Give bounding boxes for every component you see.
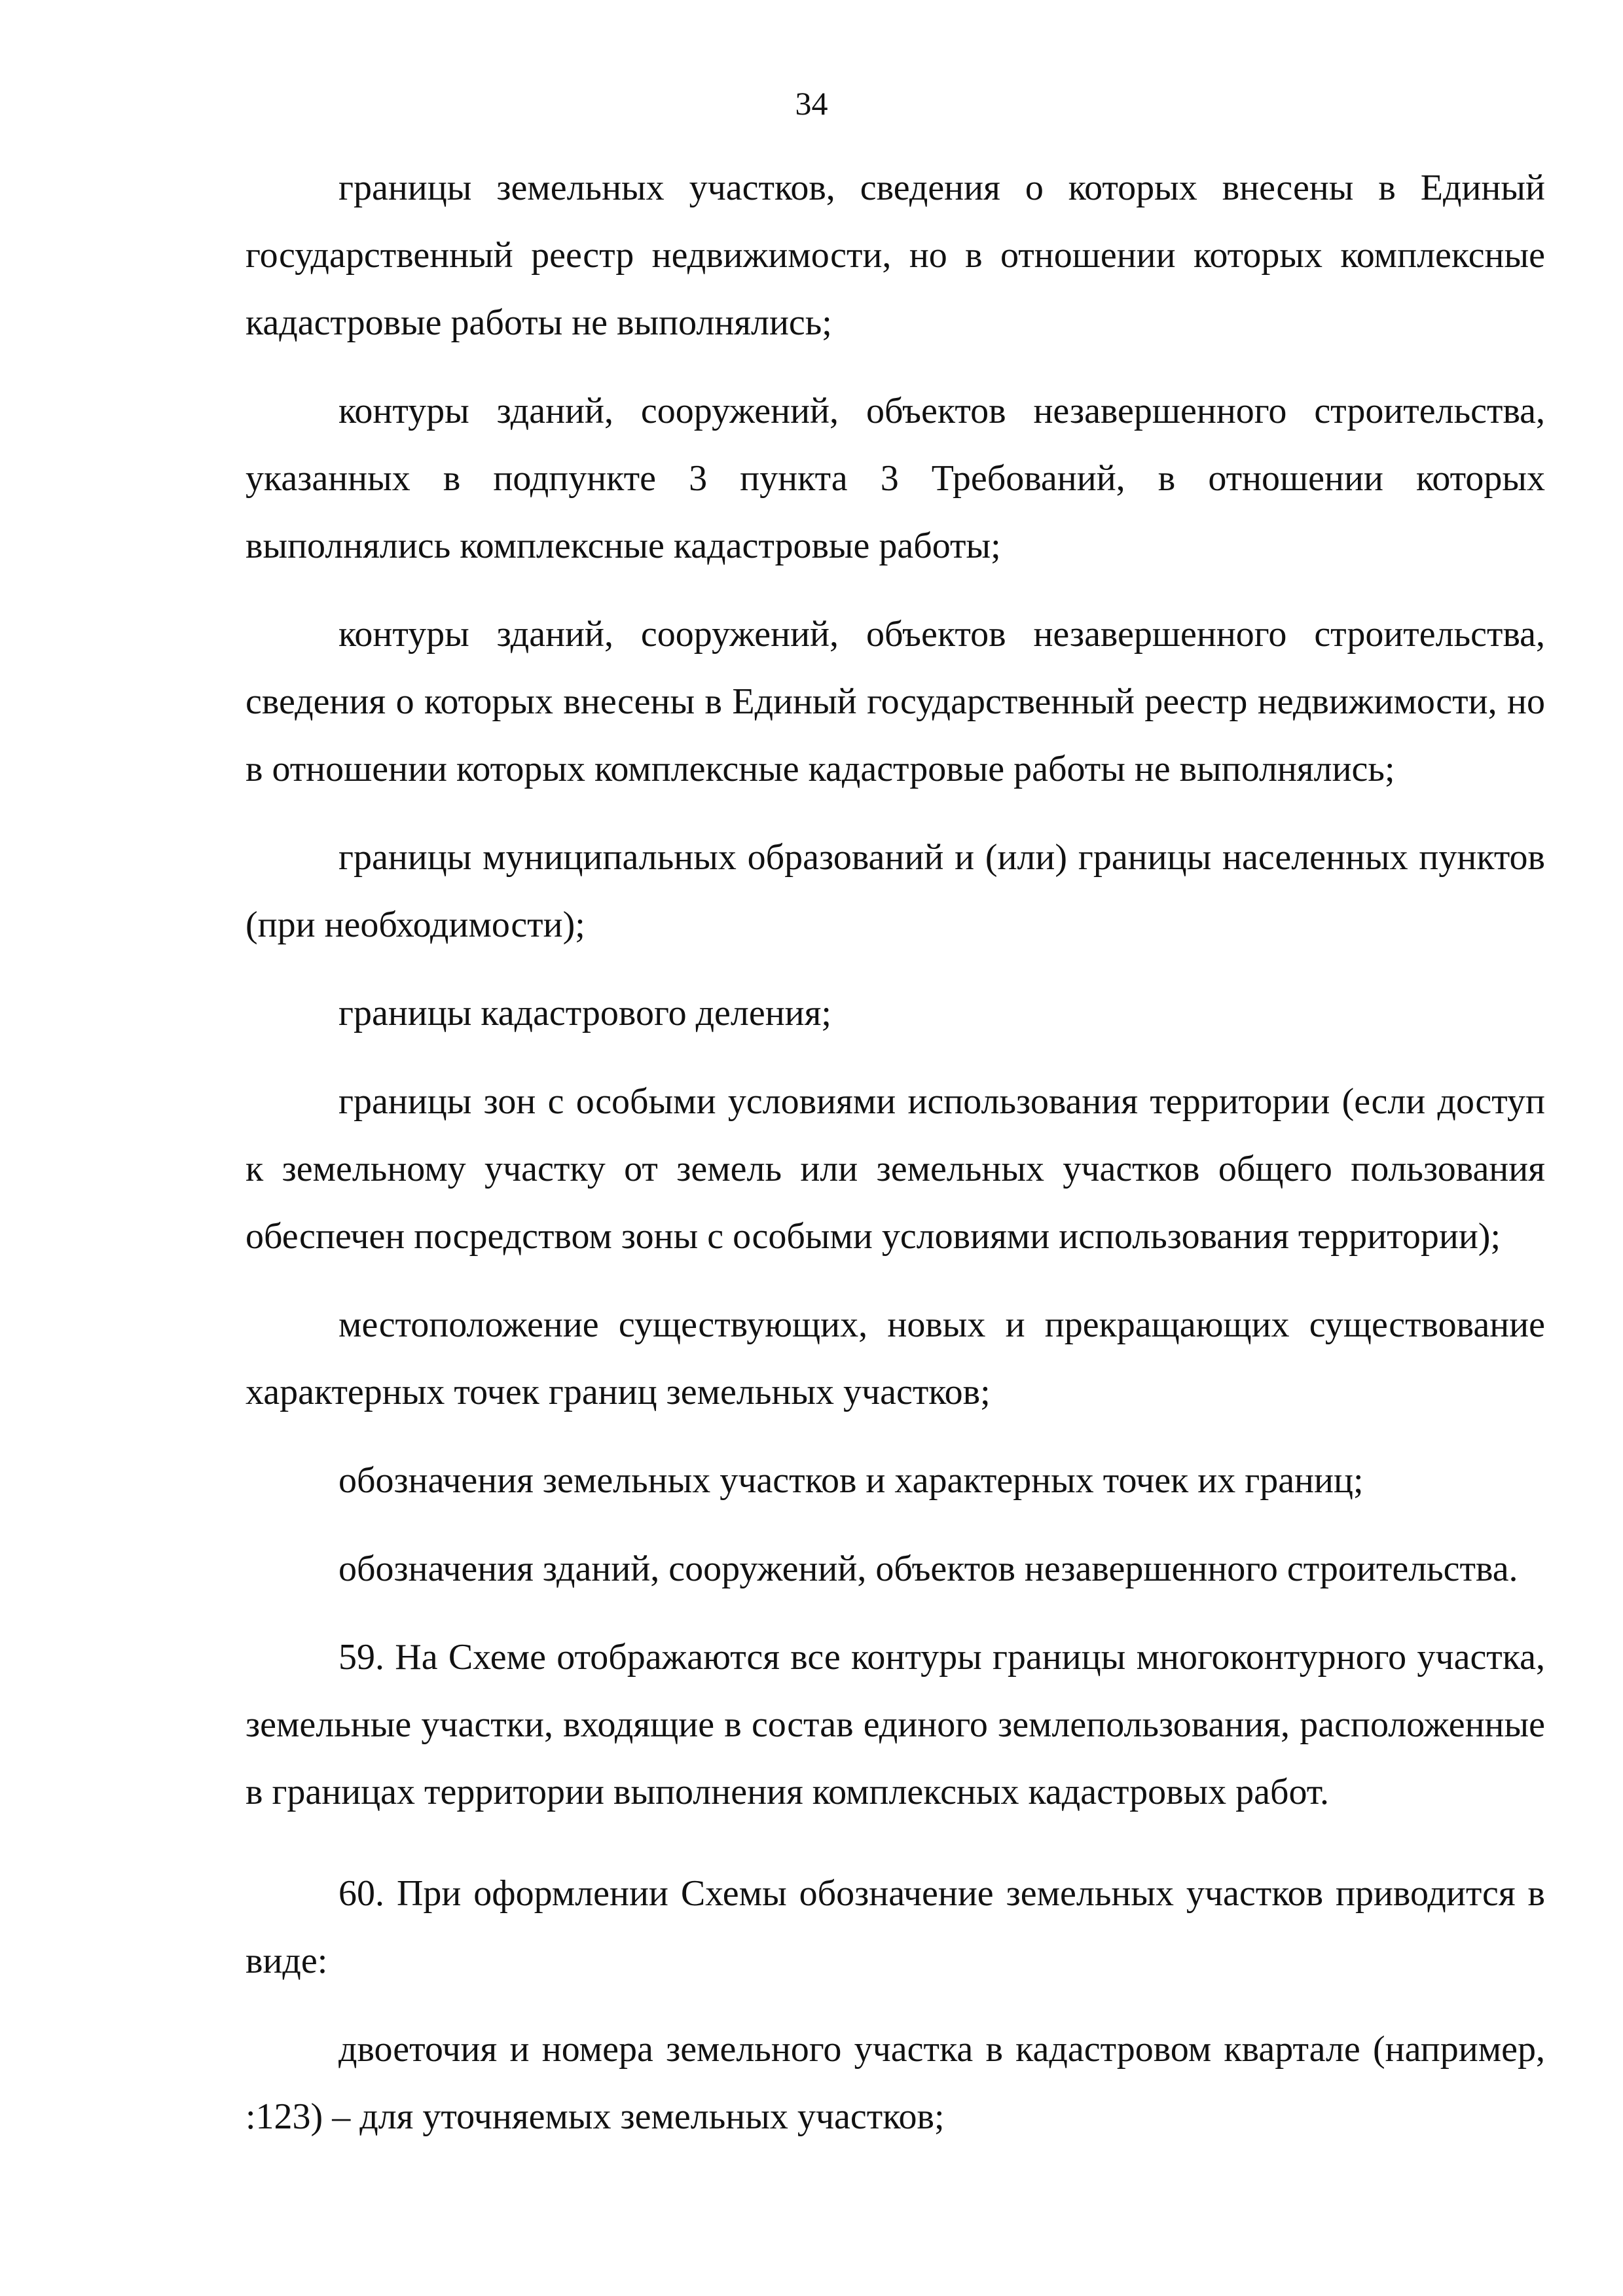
document-body [246,154,1545,2151]
paragraph-land-plot-boundaries-egrn: границы земельных участков, сведения о которых внесены в Единый государственный реестр недвижимости, но в отношении которых комплексные кадастровые работы не выполнялись; [246,168,1545,343]
paragraph-special-zones: границы зон с особыми условиями использования территории (если доступ к земельному участку от земель или земельных участков общего пользования обеспечен посредством зоны с особыми условиями использования территории); [246,1081,1545,1257]
paragraph-characteristic-points: местоположение существующих, новых и прекращающих существование характерных точек границ земельных участков; [246,1304,1545,1412]
paragraph-building-designations: обозначения зданий, сооружений, объектов незавершенного строительства. [338,1549,1518,1589]
paragraph-cadastral-division: границы кадастрового деления; [338,993,831,1033]
paragraph-item-60: 60. При оформлении Схемы обозначение земельных участков приводится в виде: [246,1873,1545,1981]
paragraph-colon-number: двоеточия и номера земельного участка в кадастровом квартале (например, :123) – для уточняемых земельных участков; [246,2029,1545,2137]
paragraph-building-contours-performed: контуры зданий, сооружений, объектов незавершенного строительства, указанных в подпункте 3 пункта 3 Требований, в отношении которых выполнялись комплексные кадастровые работы; [246,391,1545,566]
paragraph-item-59: 59. На Схеме отображаются все контуры границы многоконтурного участка, земельные участки, входящие в состав единого землепользования, расположенные в границах территории выполнения комплексных кадастровых работ. [246,1637,1545,1812]
paragraph-municipal-boundaries: границы муниципальных образований и (или) границы населенных пунктов (при необходимости); [246,837,1545,945]
paragraph-building-contours-egrn: контуры зданий, сооружений, объектов незавершенного строительства, сведения о которых внесены в Единый государственный реестр недвижимости, но в отношении которых комплексные кадастровые работы не выполнялись; [246,614,1545,789]
paragraph-plot-designations: обозначения земельных участков и характерных точек их границ; [338,1460,1364,1501]
page-number: 34 [795,85,828,122]
